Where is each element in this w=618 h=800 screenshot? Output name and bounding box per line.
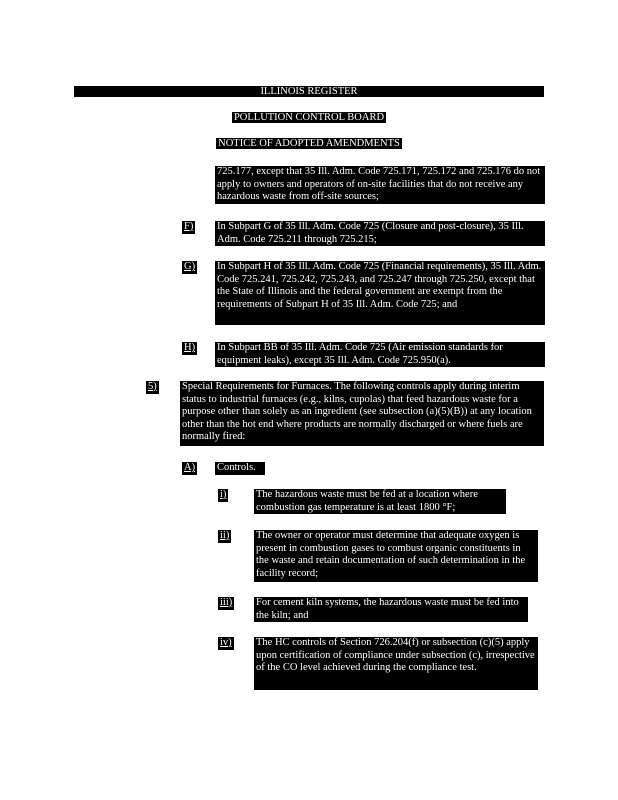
- item-label-ii: ii): [220, 530, 230, 541]
- register-title-text: ILLINOIS REGISTER: [260, 86, 358, 97]
- paragraph-h: In Subpart BB of 35 Ill. Adm. Code 725 (Air emission standards for equipment leaks), except 35 Ill. Adm. Code 725.950(a).: [215, 342, 545, 367]
- paragraph-5: Special Requirements for Furnaces. The following controls apply during interim status to industrial furnaces (e.g., kilns, cupolas) that feed hazardous waste for a purpose other than solely as an ingredient (see subsection (a)(5)(B)) at any location other than the hot end where products are normally discharged or where fuels are normally fired:: [180, 381, 544, 446]
- paragraph-ii: The owner or operator must determine that adequate oxygen is present in combustion gases to combust organic constituents in the waste and retain documentation of such determination in the facility record;: [254, 530, 538, 582]
- item-label-h: H): [184, 342, 196, 353]
- paragraph-iv: The HC controls of Section 726.204(f) or subsection (c)(5) apply upon certification of compliance under subsection (c), irrespective of the CO level achieved during the compliance test.: [254, 637, 538, 690]
- board-title-text: POLLUTION CONTROL BOARD: [233, 112, 385, 123]
- register-title: [0, 86, 618, 97]
- item-label-f: F): [184, 221, 194, 232]
- board-title: [0, 112, 618, 123]
- notice-title-text: NOTICE OF ADOPTED AMENDMENTS: [218, 138, 400, 149]
- paragraph-a: Controls.: [215, 462, 265, 475]
- item-label-iii: iii): [220, 597, 233, 608]
- item-label-5: 5): [148, 381, 157, 392]
- paragraph-f: In Subpart G of 35 Ill. Adm. Code 725 (Closure and post-closure), 35 Ill. Adm. Code 725.211 through 725.215;: [215, 221, 545, 246]
- paragraph-i: The hazardous waste must be fed at a location where combustion gas temperature is at least 1800 °F;: [254, 489, 506, 514]
- item-label-g: G): [184, 261, 196, 272]
- notice-title: [0, 138, 618, 149]
- paragraph-g: In Subpart H of 35 Ill. Adm. Code 725 (Financial requirements), 35 Ill. Adm. Code 725.241, 725.242, 725.243, and 725.247 through 725.250, except that the State of Illinois and the federal government are exempt from the requirements of Subpart H of 35 Ill. Adm. Code 725; and: [215, 261, 545, 325]
- paragraph-continuation: 725.177, except that 35 Ill. Adm. Code 725.171, 725.172 and 725.176 do not apply to owners and operators of on-site facilities that do not receive any hazardous waste from off-site sources;: [215, 166, 545, 204]
- item-label-i: i): [220, 489, 227, 500]
- item-label-a: A): [184, 462, 196, 473]
- paragraph-iii: For cement kiln systems, the hazardous waste must be fed into the kiln; and: [254, 597, 528, 622]
- item-label-iv: iv): [220, 637, 232, 648]
